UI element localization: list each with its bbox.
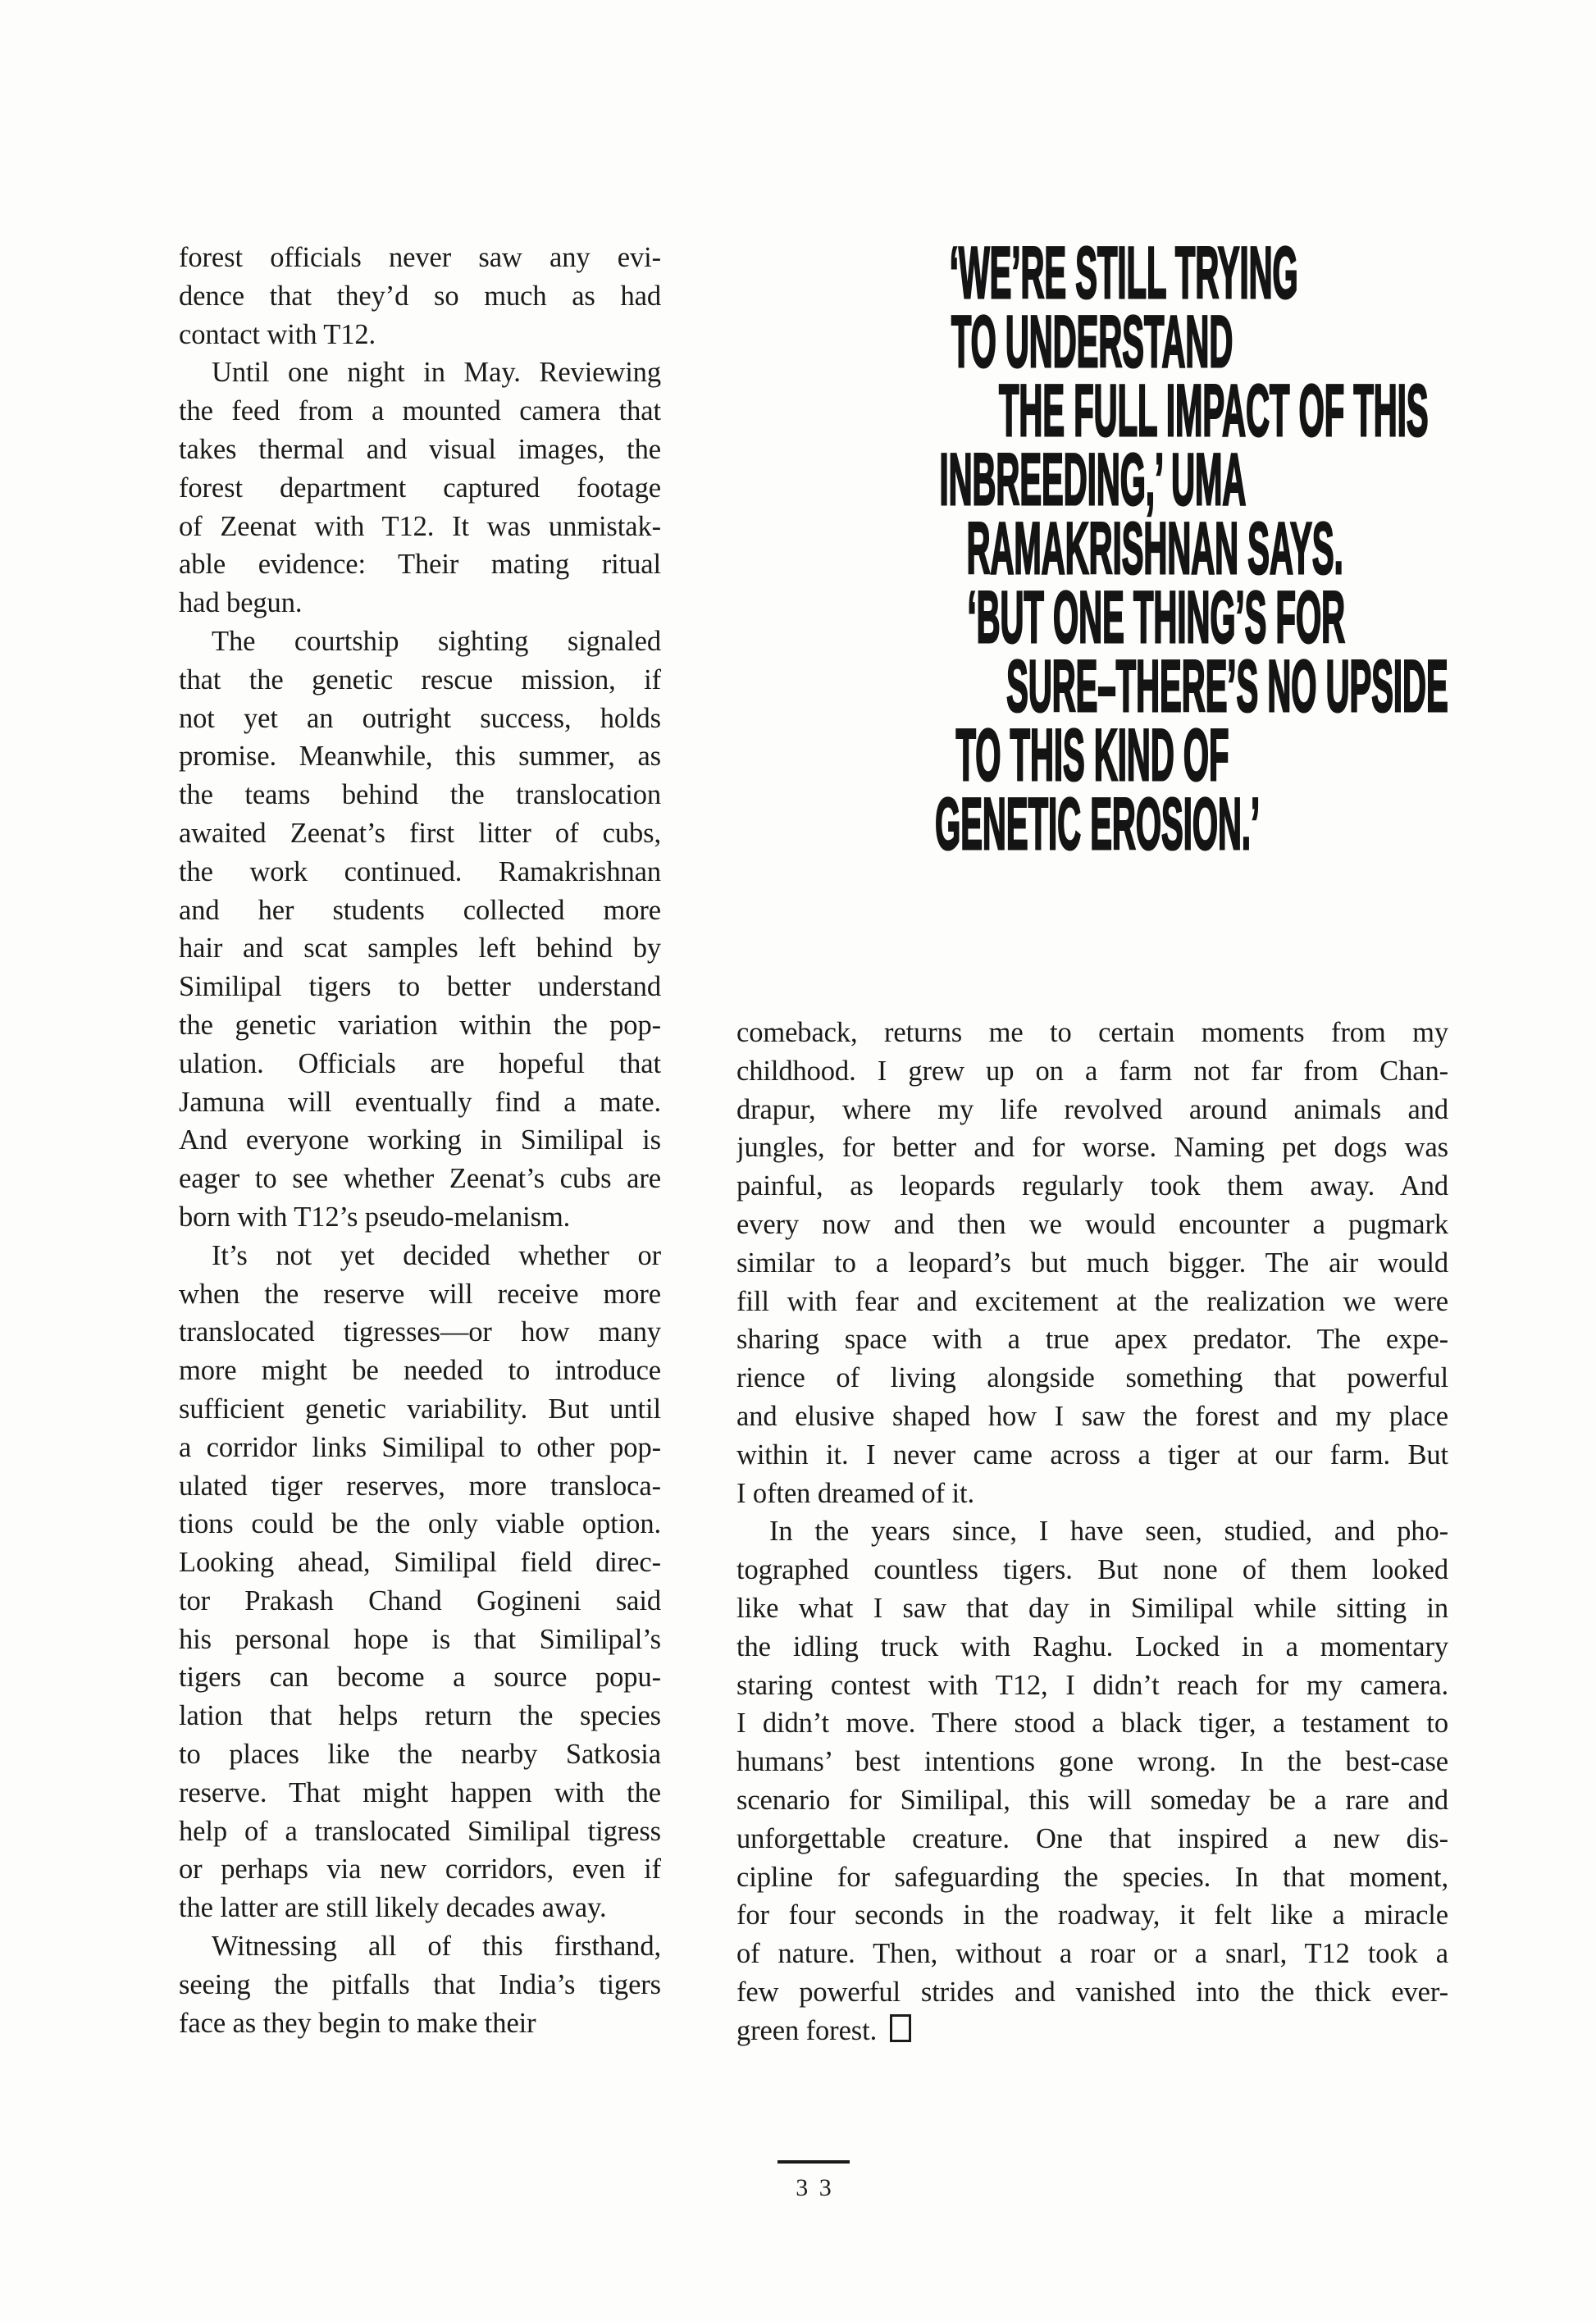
pull-quote-line [736,231,1448,313]
body-line: the genetic variation within the pop- [179,1009,661,1041]
pull-quote-line [736,782,1448,864]
body-line: promise. Meanwhile, this summer, as [179,741,661,773]
pull-quote-text: GENETIC EROSION.’ [935,782,1261,864]
body-line: the feed from a mounted camera that [179,395,661,427]
body-line: tographed countless tigers. But none of them looked [736,1554,1448,1586]
body-line: the teams behind the translocation [179,779,661,811]
pull-quote-line [736,369,1448,451]
body-line: born with T12’s pseudo-melanism. [179,1201,571,1233]
body-line: fill with fear and excitement at the realization we were [736,1285,1448,1317]
body-line: cipline for safeguarding the species. In that moment, [736,1861,1448,1893]
body-line: every now and then we would encounter a pugmark [736,1208,1448,1240]
body-line: of nature. Then, without a roar or a snarl, T12 took a [736,1938,1448,1970]
pull-quote [736,231,1448,864]
body-line: hair and scat samples left behind by [179,933,661,964]
body-line: staring contest with T12, I didn’t reach for my camera. [736,1669,1448,1701]
body-line: The courtship sighting signaled [212,625,661,657]
body-line: like what I saw that day in Similipal while sitting in [736,1592,1448,1624]
body-line: scenario for Similipal, this will someday be a rare and [736,1784,1448,1816]
body-line: jungles, for better and for worse. Naming pet dogs was [736,1132,1448,1164]
pull-quote-line [736,300,1448,382]
pull-quote-text: ‘WE’RE STILL TRYING [949,231,1298,313]
body-line: drapur, where my life revolved around animals and [736,1093,1448,1125]
body-line: similar to a leopard’s but much bigger. The air would [736,1247,1448,1279]
body-line: or perhaps via new corridors, even if [179,1854,661,1886]
body-line: comeback, returns me to certain moments from my [736,1017,1448,1048]
body-line: tions could be the only viable option. [179,1508,661,1540]
body-line: I often dreamed of it. [736,1477,974,1509]
body-line: I didn’t move. There stood a black tiger, a testament to [736,1708,1448,1740]
body-line: takes thermal and visual images, the [179,433,661,465]
folio-rule [777,2160,850,2164]
body-line: able evidence: Their mating ritual [179,549,661,581]
body-line: tor Prakash Chand Gogineni said [179,1585,661,1616]
folio [740,2160,887,2202]
body-line: It’s not yet decided whether or [212,1239,661,1271]
body-line: and her students collected more [179,894,661,926]
body-line: painful, as leopards regularly took them away. And [736,1170,1448,1202]
body-line: face as they begin to make their [179,2007,536,2039]
pull-quote-line [736,714,1448,796]
body-line: forest department captured footage [179,472,661,504]
body-line: forest officials never saw any evi- [179,242,661,273]
body-line: childhood. I grew up on a farm not far from Chan- [736,1055,1448,1087]
body-line: In the years since, I have seen, studied, and pho- [769,1516,1448,1548]
body-line: And everyone working in Similipal is [179,1124,661,1156]
body-line: for four seconds in the roadway, it felt like a miracle [736,1899,1448,1931]
body-line: Until one night in May. Reviewing [212,357,661,389]
pull-quote-text: SURE–THERE’S NO UPSIDE [1006,645,1448,727]
body-line: unforgettable creature. One that inspired a new dis- [736,1822,1448,1854]
body-line: Witnessing all of this firsthand, [212,1931,661,1963]
body-line: his personal hope is that Similipal’s [179,1623,661,1655]
body-line: humans’ best intentions gone wrong. In the best-case [736,1746,1448,1778]
body-line: green forest. [736,2012,1448,2050]
body-line: sharing space with a true apex predator. The expe- [736,1324,1448,1356]
pull-quote-text: RAMAKRISHNAN SAYS. [966,507,1343,589]
body-line: seeing the pitfalls that India’s tigers [179,1968,661,2000]
pull-quote-line [736,576,1448,658]
body-line: when the reserve will receive more [179,1278,661,1310]
body-line: not yet an outright success, holds [179,702,661,734]
left-column [179,239,661,2042]
pull-quote-line [736,438,1448,520]
body-line: Looking ahead, Similipal field direc- [179,1547,661,1579]
pull-quote-line [736,645,1448,727]
body-line: Jamuna will eventually find a mate. [179,1086,661,1118]
body-line: tigers can become a source popu- [179,1662,661,1694]
body-line: that the genetic rescue mission, if [179,663,661,695]
body-line: reserve. That might happen with the [179,1776,661,1808]
body-line: had begun. [179,587,303,619]
body-line: the work continued. Ramakrishnan [179,855,661,887]
body-line: Similipal tigers to better understand [179,971,661,1003]
body-line: to places like the nearby Satkosia [179,1739,661,1771]
pull-quote-text: INBREEDING,’ UMA [939,438,1246,520]
body-line: rience of living alongside something that powerful [736,1362,1448,1394]
body-line: dence that they’d so much as had [179,280,661,312]
pull-quote-line [736,507,1448,589]
pull-quote-text: TO UNDERSTAND [951,300,1233,382]
body-line: sufficient genetic variability. But until [179,1393,661,1425]
body-line: lation that helps return the species [179,1700,661,1732]
body-line: ulated tiger reserves, more transloca- [179,1470,661,1502]
page-number: 33 [796,2174,843,2201]
body-line: contact with T12. [179,318,376,350]
body-line: of Zeenat with T12. It was unmistak- [179,510,661,542]
pull-quote-text: THE FULL IMPACT OF THIS [998,369,1429,451]
body-line: the idling truck with Raghu. Locked in a momentary [736,1630,1448,1662]
body-line: and elusive shaped how I saw the forest and my place [736,1400,1448,1432]
body-line: translocated tigresses—or how many [179,1316,661,1348]
end-mark-icon [890,2014,911,2042]
pull-quote-text: TO THIS KIND OF [955,714,1229,796]
body-line: help of a translocated Similipal tigress [179,1815,661,1847]
body-line: few powerful strides and vanished into the thick ever- [736,1976,1448,2008]
body-line: the latter are still likely decades away. [179,1892,607,1924]
body-line: awaited Zeenat’s first litter of cubs, [179,817,661,849]
body-line: eager to see whether Zeenat’s cubs are [179,1163,661,1195]
pull-quote-text: ‘BUT ONE THING’S FOR [967,576,1346,658]
right-column [736,1014,1448,2050]
body-line: more might be needed to introduce [179,1355,661,1387]
body-line: a corridor links Similipal to other pop- [179,1431,661,1463]
body-line: within it. I never came across a tiger at our farm. But [736,1439,1448,1471]
body-line: ulation. Officials are hopeful that [179,1047,661,1079]
